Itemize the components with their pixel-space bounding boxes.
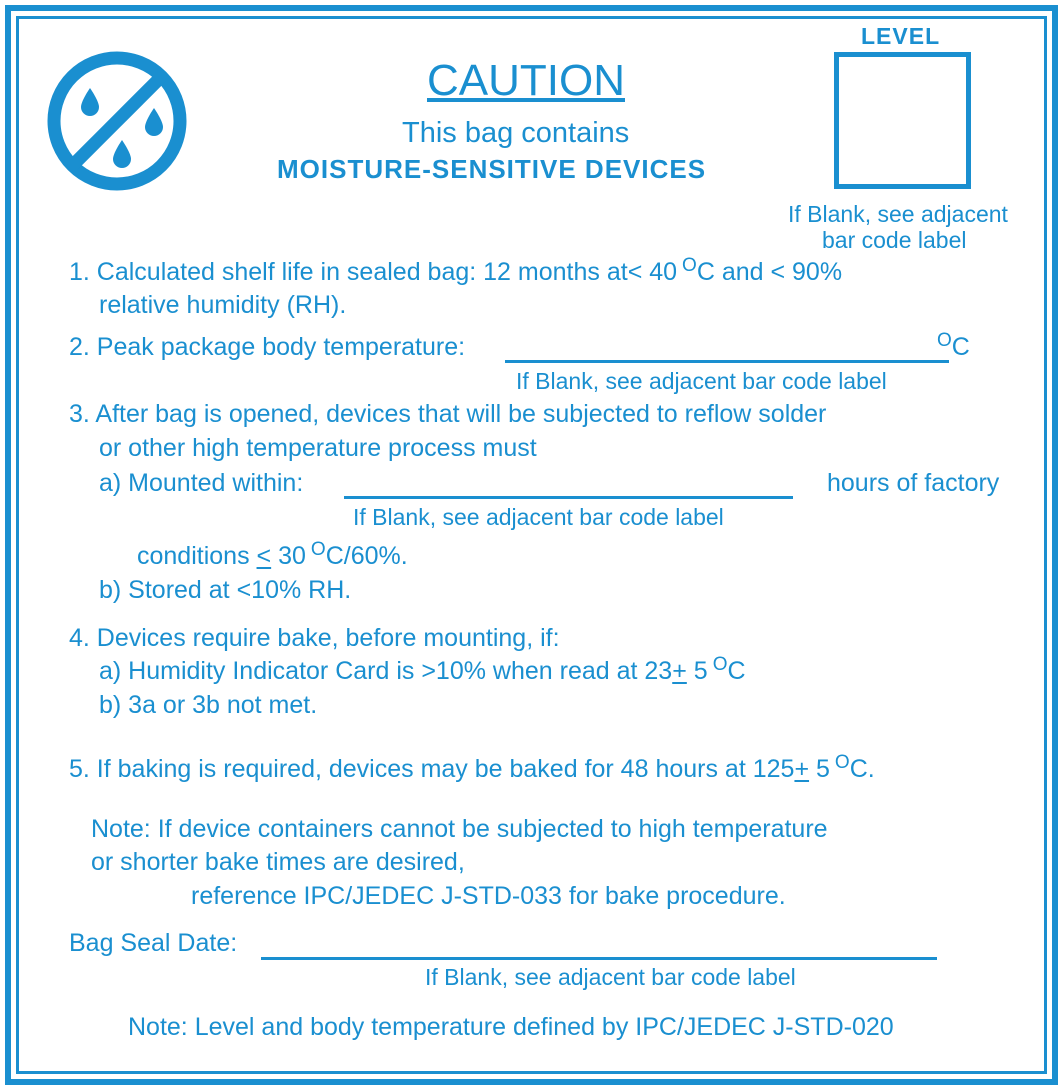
seal-date-label: Bag Seal Date:	[69, 929, 238, 957]
item-5-degree: O	[834, 752, 850, 773]
note-2: Note: Level and body temperature defined by IPC/JEDEC J-STD-020	[128, 1013, 894, 1041]
item-1-text: 1. Calculated shelf life in sealed bag: 12 months at	[69, 258, 628, 286]
level-box	[834, 52, 971, 189]
item-3-line-2: or other high temperature process must	[99, 434, 537, 462]
item-4a-num: 5	[686, 657, 708, 685]
item-5-pre: 5. If baking is required, devices may be baked for 48 hours at 125	[69, 755, 795, 783]
item-3a-text: a) Mounted within:	[99, 469, 304, 497]
item-4a-pre: a) Humidity Indicator Card is >10% when read at 23	[99, 657, 673, 685]
item-1-degree: O	[682, 255, 697, 276]
no-moisture-icon	[46, 50, 188, 192]
item-5-num: 5	[809, 755, 830, 783]
level-title: LEVEL	[861, 23, 941, 49]
note-1-line-3: reference IPC/JEDEC J-STD-033 for bake procedure.	[191, 882, 786, 910]
note-1-line-1: Note: If device containers cannot be subjected to high temperature	[91, 815, 828, 843]
item-4-line-1: 4. Devices require bake, before mounting, if:	[69, 624, 560, 652]
item-4a-degree: O	[712, 654, 728, 675]
item-4a-unit: C	[727, 657, 746, 685]
item-3a-conditions	[137, 541, 408, 574]
item-2-unit	[937, 332, 970, 365]
item-5-text	[69, 754, 875, 787]
item-3a-blank-note: If Blank, see adjacent bar code label	[353, 504, 724, 530]
item-2-unit-c: C	[951, 333, 970, 361]
item-3a-hours: hours of factory	[827, 469, 1000, 497]
level-blank-note-1: If Blank, see adjacent	[788, 201, 1008, 227]
item-4b-text: b) 3a or 3b not met.	[99, 691, 318, 719]
item-1-rest: C and < 90%	[696, 258, 843, 286]
item-3a-cond-pre: conditions	[137, 542, 257, 570]
note-1-line-2: or shorter bake times are desired,	[91, 848, 465, 876]
seal-date-field[interactable]	[261, 957, 937, 960]
caution-heading: CAUTION	[427, 56, 625, 105]
bag-contains-text: This bag contains	[402, 117, 630, 149]
item-5-unit: C.	[849, 755, 875, 783]
mounted-within-field[interactable]	[344, 496, 793, 499]
item-4a-text	[99, 656, 746, 689]
item-3a-le-symbol: <	[256, 542, 272, 570]
item-3-line-1: 3. After bag is opened, devices that will be subjected to reflow solder	[69, 400, 827, 428]
item-2-degree: O	[937, 330, 952, 351]
item-4a-pm-symbol: +	[672, 657, 687, 685]
item-3a-cond-post: C/60%.	[325, 542, 408, 570]
item-5-pm-symbol: +	[794, 755, 810, 783]
item-3b-text: b) Stored at <10% RH.	[99, 576, 352, 604]
item-1-line-1	[69, 257, 842, 290]
item-3a-degree: O	[310, 539, 326, 560]
item-1-line-2: relative humidity (RH).	[99, 291, 347, 319]
item-3a-cond-num: 30	[271, 542, 306, 570]
seal-date-blank-note: If Blank, see adjacent bar code label	[425, 964, 796, 990]
item-2-text: 2. Peak package body temperature:	[69, 333, 466, 361]
item-1-temp: < 40	[627, 258, 678, 286]
level-blank-note-2: bar code label	[822, 227, 967, 253]
msd-heading: MOISTURE-SENSITIVE DEVICES	[277, 154, 707, 184]
peak-temp-field[interactable]	[505, 360, 949, 363]
item-2-blank-note: If Blank, see adjacent bar code label	[516, 368, 887, 394]
